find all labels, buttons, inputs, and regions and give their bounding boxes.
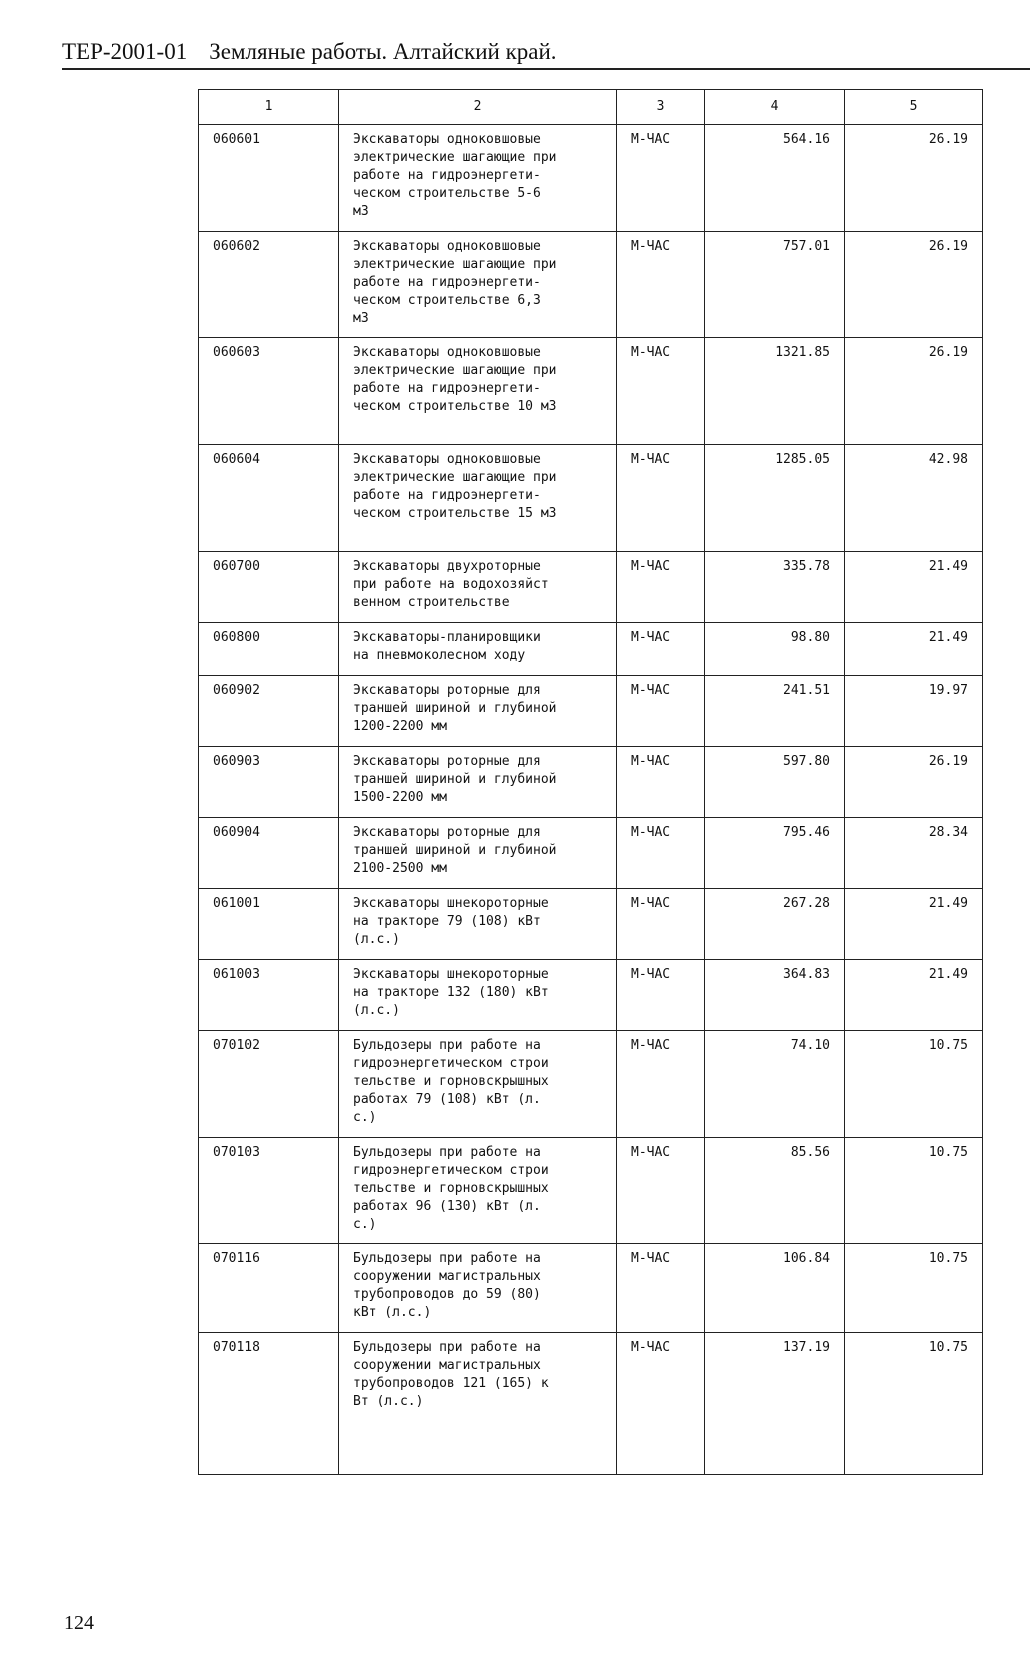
row-value1: 85.56	[705, 1138, 845, 1244]
row-value1: 106.84	[705, 1244, 845, 1333]
table-row	[199, 1138, 983, 1244]
row-unit: М-ЧАС	[617, 889, 705, 960]
row-unit: М-ЧАС	[617, 338, 705, 445]
row-value2: 26.19	[845, 125, 983, 232]
row-name: Экскаваторы одноковшовые электрические шагающие при работе на гидроэнергети- ческом строительстве 6,3 м3	[339, 232, 617, 338]
row-unit: М-ЧАС	[617, 1333, 705, 1475]
row-value1: 241.51	[705, 676, 845, 747]
row-value2: 21.49	[845, 960, 983, 1031]
row-name: Экскаваторы одноковшовые электрические шагающие при работе на гидроэнергети- ческом строительстве 15 м3	[339, 445, 617, 552]
row-value1: 335.78	[705, 552, 845, 623]
row-value1: 98.80	[705, 623, 845, 676]
table-row	[199, 232, 983, 338]
table-row	[199, 623, 983, 676]
row-name: Бульдозеры при работе на сооружении магистральных трубопроводов 121 (165) к Вт (л.с.)	[339, 1333, 617, 1475]
row-code: 070118	[199, 1333, 339, 1475]
document-title: Земляные работы. Алтайский край.	[209, 39, 557, 64]
row-unit: М-ЧАС	[617, 818, 705, 889]
row-value2: 21.49	[845, 623, 983, 676]
row-value1: 74.10	[705, 1031, 845, 1138]
row-code: 060700	[199, 552, 339, 623]
table-row	[199, 1031, 983, 1138]
row-value2: 10.75	[845, 1333, 983, 1475]
table-row	[199, 1333, 983, 1475]
row-value1: 137.19	[705, 1333, 845, 1475]
row-unit: М-ЧАС	[617, 1244, 705, 1333]
row-value2: 19.97	[845, 676, 983, 747]
row-name: Бульдозеры при работе на гидроэнергетическом строи тельстве и горновскрышных работах 79 (108) кВт (л. с.)	[339, 1031, 617, 1138]
row-value1: 757.01	[705, 232, 845, 338]
table-row	[199, 445, 983, 552]
row-name: Экскаваторы двухроторные при работе на водохозяйст венном строительстве	[339, 552, 617, 623]
row-value1: 1321.85	[705, 338, 845, 445]
row-unit: М-ЧАС	[617, 232, 705, 338]
row-unit: М-ЧАС	[617, 125, 705, 232]
table-row	[199, 960, 983, 1031]
column-number-row	[199, 90, 983, 125]
row-unit: М-ЧАС	[617, 747, 705, 818]
row-code: 060904	[199, 818, 339, 889]
row-name: Бульдозеры при работе на гидроэнергетическом строи тельстве и горновскрышных работах 96 (130) кВт (л. с.)	[339, 1138, 617, 1244]
row-value1: 795.46	[705, 818, 845, 889]
row-name: Экскаваторы роторные для траншей шириной и глубиной 1200-2200 мм	[339, 676, 617, 747]
row-code: 060903	[199, 747, 339, 818]
row-value1: 267.28	[705, 889, 845, 960]
table-row	[199, 676, 983, 747]
row-unit: М-ЧАС	[617, 960, 705, 1031]
row-code: 060604	[199, 445, 339, 552]
row-unit: М-ЧАС	[617, 676, 705, 747]
row-unit: М-ЧАС	[617, 623, 705, 676]
table-row	[199, 1244, 983, 1333]
row-code: 060602	[199, 232, 339, 338]
row-name: Экскаваторы роторные для траншей шириной и глубиной 1500-2200 мм	[339, 747, 617, 818]
row-name: Экскаваторы шнекороторные на тракторе 132 (180) кВт (л.с.)	[339, 960, 617, 1031]
column-header-name: 2	[339, 90, 617, 125]
page-header	[62, 38, 1030, 70]
row-value1: 597.80	[705, 747, 845, 818]
row-value2: 26.19	[845, 232, 983, 338]
row-code: 070116	[199, 1244, 339, 1333]
page-number: 124	[64, 1612, 94, 1634]
row-value1: 564.16	[705, 125, 845, 232]
row-value1: 1285.05	[705, 445, 845, 552]
row-value2: 21.49	[845, 552, 983, 623]
price-table	[198, 89, 983, 1475]
table-row	[199, 747, 983, 818]
row-code: 061003	[199, 960, 339, 1031]
row-value1: 364.83	[705, 960, 845, 1031]
row-value2: 10.75	[845, 1031, 983, 1138]
row-code: 061001	[199, 889, 339, 960]
row-value2: 21.49	[845, 889, 983, 960]
row-name: Экскаваторы-планировщики на пневмоколесном ходу	[339, 623, 617, 676]
document-code: ТЕР-2001-01	[62, 39, 188, 64]
row-code: 060601	[199, 125, 339, 232]
column-header-value1: 4	[705, 90, 845, 125]
row-name: Экскаваторы шнекороторные на тракторе 79 (108) кВт (л.с.)	[339, 889, 617, 960]
row-code: 060800	[199, 623, 339, 676]
row-code: 070103	[199, 1138, 339, 1244]
row-value2: 28.34	[845, 818, 983, 889]
row-name: Экскаваторы роторные для траншей шириной и глубиной 2100-2500 мм	[339, 818, 617, 889]
table-row	[199, 889, 983, 960]
row-value2: 26.19	[845, 747, 983, 818]
row-name: Бульдозеры при работе на сооружении магистральных трубопроводов до 59 (80) кВт (л.с.)	[339, 1244, 617, 1333]
row-code: 070102	[199, 1031, 339, 1138]
row-unit: М-ЧАС	[617, 445, 705, 552]
table-row	[199, 338, 983, 445]
row-value2: 10.75	[845, 1138, 983, 1244]
row-name: Экскаваторы одноковшовые электрические шагающие при работе на гидроэнергети- ческом строительстве 5-6 м3	[339, 125, 617, 232]
row-value2: 10.75	[845, 1244, 983, 1333]
column-header-value2: 5	[845, 90, 983, 125]
row-code: 060603	[199, 338, 339, 445]
column-header-unit: 3	[617, 90, 705, 125]
row-name: Экскаваторы одноковшовые электрические шагающие при работе на гидроэнергети- ческом строительстве 10 м3	[339, 338, 617, 445]
column-header-code: 1	[199, 90, 339, 125]
row-code: 060902	[199, 676, 339, 747]
table-row	[199, 552, 983, 623]
row-unit: М-ЧАС	[617, 552, 705, 623]
table-row	[199, 125, 983, 232]
row-unit: М-ЧАС	[617, 1138, 705, 1244]
table-row	[199, 818, 983, 889]
row-unit: М-ЧАС	[617, 1031, 705, 1138]
row-value2: 26.19	[845, 338, 983, 445]
row-value2: 42.98	[845, 445, 983, 552]
